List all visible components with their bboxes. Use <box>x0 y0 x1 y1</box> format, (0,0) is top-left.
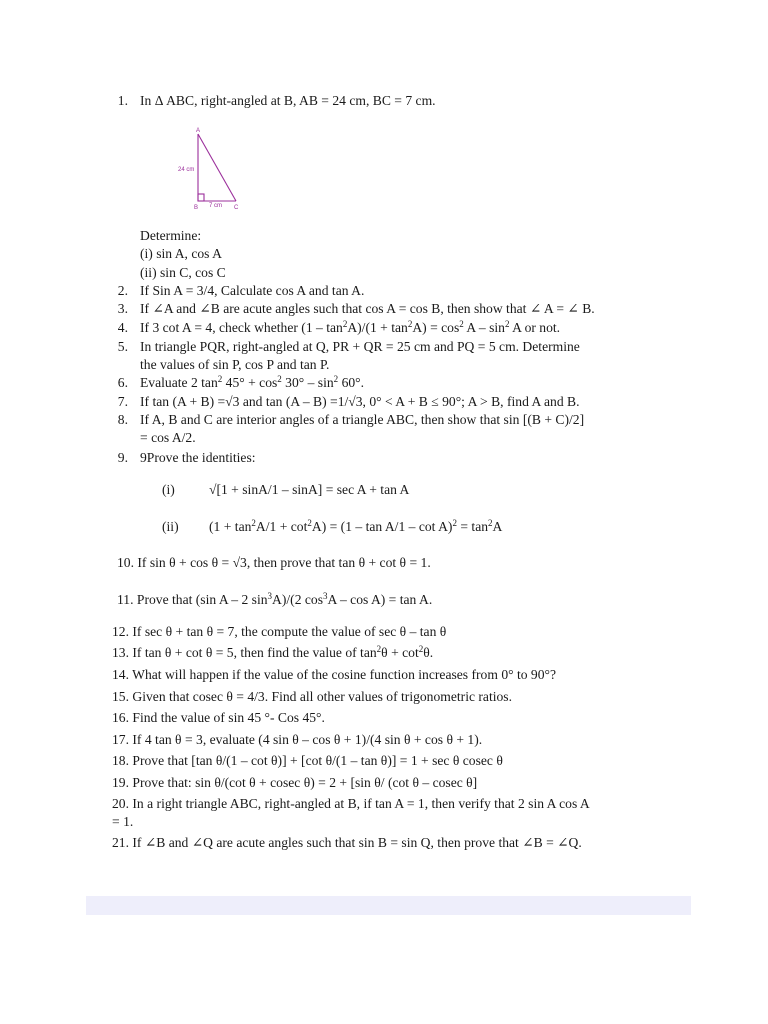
q5-text-line1: In triangle PQR, right-angled at Q, PR + QR = 25 cm and PQ = 5 cm. Determine <box>140 339 580 354</box>
q7-text: If tan (A + B) =√3 and tan (A – B) =1/√3, 0° < A + B ≤ 90°; A > B, find A and B. <box>140 394 580 409</box>
hypotenuse-line <box>198 134 236 201</box>
q9-number: 9. <box>117 450 128 465</box>
q17-text: 17. If 4 tan θ = 3, evaluate (4 sin θ – cos θ + 1)/(4 sin θ + cos θ + 1). <box>112 732 483 747</box>
q4-text: If 3 cot A = 4, check whether $(1 - \tan^2A)/(1 + \tan^2A) = \cos^2 A - \sin^2 A$ or not. <box>140 319 561 335</box>
q5-number: 5. <box>117 339 128 354</box>
q13-text: 13. If tan θ + cot θ = 5, then find the value of $\tan^2\theta + \cot^2\theta$. <box>112 644 434 660</box>
vertex-c-label: C <box>234 205 239 211</box>
q6-text: Evaluate 2 $\tan^2 45^\circ + \cos^2 30^\circ - \sin^2 60^\circ$. <box>140 374 364 390</box>
q16-text: 16. Find the value of sin 45 °- Cos 45°. <box>112 710 325 725</box>
side-bc-label: 7 cm <box>209 203 223 209</box>
q15-text: 15. Given that cosec θ = 4/3. Find all other values of trigonometric ratios. <box>112 689 513 704</box>
q6-number: 6. <box>117 375 128 390</box>
q19-text: 19. Prove that: sin θ/(cot θ + cosec θ) = 2 + [sin θ/ (cot θ – cosec θ] <box>112 775 478 790</box>
vertex-b-label: B <box>194 205 199 211</box>
q1-part-i: (i) sin A, cos A <box>140 246 222 261</box>
triangle-figure <box>168 122 248 214</box>
q3-number: 3. <box>117 301 128 316</box>
q9-identity-i: √[1 + sinA/1 – sinA] = sec A + tan A <box>209 482 410 497</box>
q8-text-line1: If A, B and C are interior angles of a triangle ABC, then show that sin [(B + C)/2] <box>140 412 585 427</box>
footer-band <box>86 896 691 915</box>
q9-text: 9Prove the identities: <box>140 450 256 465</box>
q11-text: 11. Prove that (sin A – 2 $\sin^3A)/(2$ $\cos^3A - \cos A) = \tan A$. <box>117 591 433 607</box>
q8-number: 8. <box>117 412 128 427</box>
q10-text: 10. If sin θ + cos θ = √3, then prove that tan θ + cot θ = 1. <box>117 555 431 570</box>
q20-text-line2: = 1. <box>112 814 134 829</box>
q1-part-ii: (ii) sin C, cos C <box>140 265 226 280</box>
q20-text-line1: 20. In a right triangle ABC, right-angled at B, if tan A = 1, then verify that 2 sin A cos A <box>112 796 590 811</box>
q14-text: 14. What will happen if the value of the cosine function increases from 0° to 90°? <box>112 667 556 682</box>
q12-text: 12. If sec θ + tan θ = 7, the compute the value of sec θ – tan θ <box>112 624 447 639</box>
q4-number: 4. <box>117 320 128 335</box>
q3-text: If ∠A and ∠B are acute angles such that cos A = cos B, then show that ∠ A = ∠ B. <box>140 301 595 316</box>
q9-identity-ii: $(1 + \tan^2A/1 + \cot^2A) = (1 - \tan A/1 - \cot A)^2 = \tan^2A$ <box>209 518 503 534</box>
q8-text-line2: = cos A/2. <box>140 430 196 445</box>
q1-text: In Δ ABC, right-angled at B, AB = 24 cm, BC = 7 cm. <box>140 93 436 108</box>
q18-text: 18. Prove that [tan θ/(1 – cot θ)] + [cot θ/(1 – tan θ)] = 1 + sec θ cosec θ <box>112 753 503 768</box>
vertex-a-label: A <box>196 128 201 134</box>
q9-identity-ii-label: (ii) <box>162 519 179 534</box>
q9-identity-i-label: (i) <box>162 482 175 497</box>
side-ab-label: 24 cm <box>178 167 195 173</box>
q1-determine: Determine: <box>140 228 202 243</box>
q7-number: 7. <box>117 394 128 409</box>
q2-number: 2. <box>117 283 128 298</box>
right-angle-mark <box>198 194 204 201</box>
q2-text: If Sin A = 3/4, Calculate cos A and tan A. <box>140 283 365 298</box>
q1-number: 1. <box>117 93 128 108</box>
q21-text: 21. If ∠B and ∠Q are acute angles such that sin B = sin Q, then prove that ∠B = ∠Q. <box>112 835 582 850</box>
q5-text-line2: the values of sin P, cos P and tan P. <box>140 357 330 372</box>
